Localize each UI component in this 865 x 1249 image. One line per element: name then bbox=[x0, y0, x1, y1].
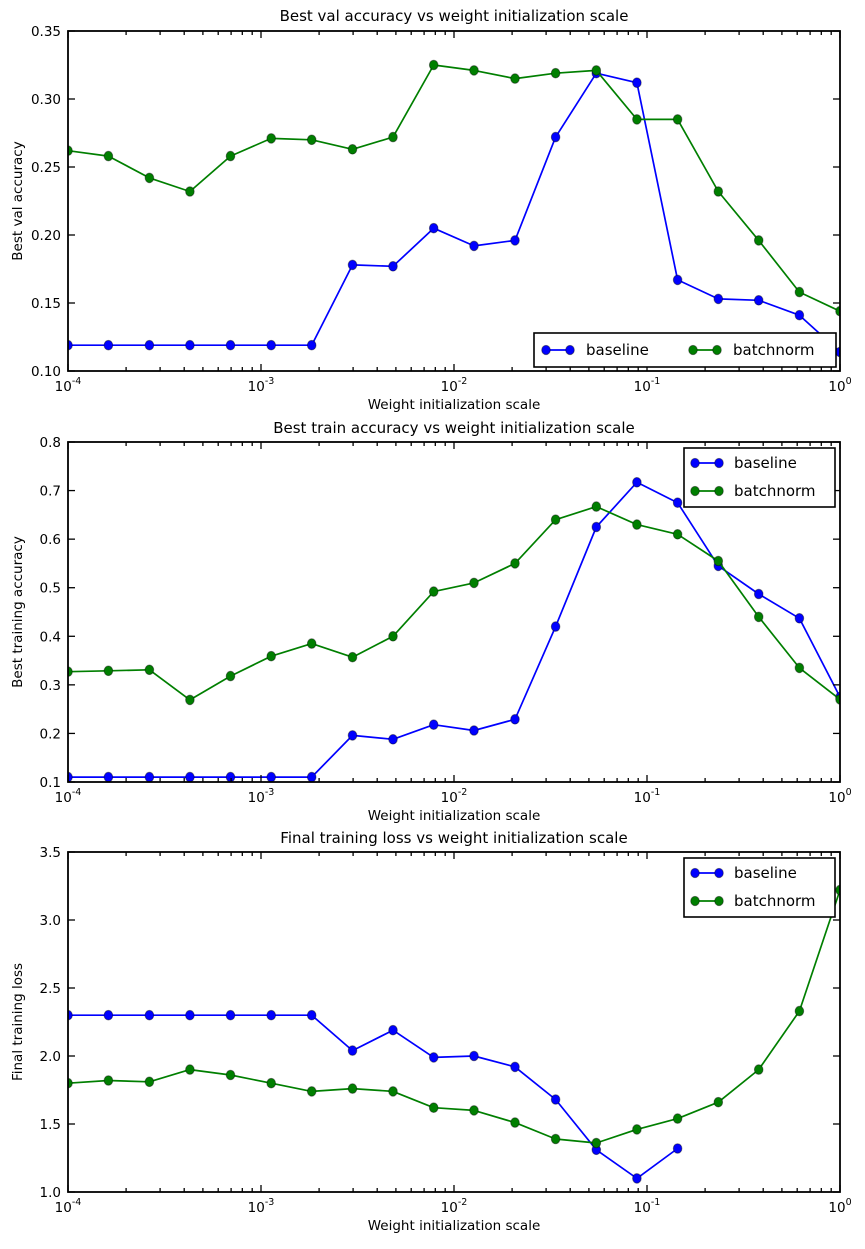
y-tick-label: 1.5 bbox=[39, 1117, 61, 1133]
baseline-marker bbox=[226, 1010, 235, 1020]
legend-sample-marker bbox=[715, 486, 724, 495]
baseline-marker bbox=[267, 340, 276, 350]
chart2-xlabel: Weight initialization scale bbox=[367, 808, 541, 824]
batchnorm-marker bbox=[511, 74, 520, 84]
y-tick-label: 0.20 bbox=[30, 228, 61, 244]
baseline-marker bbox=[145, 340, 154, 350]
text-layer bbox=[10, 7, 816, 1234]
baseline-marker bbox=[633, 1174, 642, 1184]
chart3-title: Final training loss vs weight initialization scale bbox=[280, 829, 628, 847]
batchnorm-marker bbox=[389, 132, 398, 142]
y-tick-label: 3.5 bbox=[39, 845, 61, 861]
batchnorm-marker bbox=[226, 1070, 235, 1080]
x-tick-label: $10^{-3}$ bbox=[247, 787, 275, 806]
x-tick-label: $10^{-4}$ bbox=[54, 1197, 82, 1216]
baseline-marker bbox=[145, 772, 154, 782]
baseline-marker bbox=[551, 1095, 560, 1105]
chart1-legend-label-baseline: baseline bbox=[586, 341, 649, 359]
y-tick-label: 3.0 bbox=[39, 913, 61, 929]
baseline-marker bbox=[470, 726, 479, 736]
x-tick-label: $10^{-3}$ bbox=[247, 376, 275, 395]
chart1-title: Best val accuracy vs weight initialization scale bbox=[279, 7, 629, 25]
baseline-marker bbox=[673, 275, 682, 285]
batchnorm-marker bbox=[592, 1138, 601, 1148]
x-tick-label: $10^{-2}$ bbox=[440, 787, 468, 806]
baseline-line bbox=[68, 1015, 678, 1178]
batchnorm-marker bbox=[633, 1125, 642, 1135]
x-tick-label: $10^0$ bbox=[828, 787, 852, 806]
baseline-marker bbox=[389, 735, 398, 745]
baseline-marker bbox=[389, 1025, 398, 1035]
x-tick-label: $10^{-3}$ bbox=[247, 1197, 275, 1216]
x-tick-label: $10^{-1}$ bbox=[633, 376, 661, 395]
batchnorm-marker bbox=[226, 671, 235, 681]
x-tick-label: $10^{-1}$ bbox=[633, 787, 661, 806]
batchnorm-marker bbox=[104, 666, 113, 676]
batchnorm-marker bbox=[673, 115, 682, 125]
batchnorm-marker bbox=[267, 1078, 276, 1088]
batchnorm-marker bbox=[145, 665, 154, 675]
batchnorm-marker bbox=[714, 1097, 723, 1107]
legend-sample-marker bbox=[691, 486, 700, 495]
y-tick-label: 0.7 bbox=[39, 483, 61, 500]
batchnorm-marker bbox=[186, 695, 195, 705]
batchnorm-marker bbox=[551, 1134, 560, 1144]
batchnorm-marker bbox=[633, 115, 642, 125]
batchnorm-marker bbox=[754, 1065, 763, 1075]
y-tick-label: 0.2 bbox=[39, 726, 61, 743]
batchnorm-marker bbox=[104, 1076, 113, 1086]
chart1-ylabel: Best val accuracy bbox=[10, 141, 26, 261]
y-tick-label: 0.30 bbox=[30, 92, 61, 108]
baseline-marker bbox=[673, 498, 682, 508]
baseline-marker bbox=[104, 340, 113, 350]
baseline-marker bbox=[754, 296, 763, 306]
baseline-marker bbox=[551, 132, 560, 142]
x-tick-label: $10^{-4}$ bbox=[54, 376, 82, 395]
batchnorm-marker bbox=[348, 1084, 357, 1094]
chart3-legend-label-batchnorm: batchnorm bbox=[734, 892, 816, 910]
batchnorm-marker bbox=[429, 60, 438, 70]
y-tick-label: 0.3 bbox=[39, 677, 61, 694]
batchnorm-marker bbox=[226, 151, 235, 161]
chart-best-train-accuracy bbox=[40, 435, 852, 806]
legend-sample-marker bbox=[691, 458, 700, 467]
baseline-marker bbox=[307, 1010, 316, 1020]
chart-best-val-accuracy bbox=[31, 24, 852, 395]
batchnorm-marker bbox=[511, 559, 520, 569]
baseline-marker bbox=[795, 614, 804, 624]
batchnorm-marker bbox=[551, 68, 560, 78]
batchnorm-line bbox=[68, 507, 840, 700]
batchnorm-marker bbox=[754, 612, 763, 622]
baseline-marker bbox=[186, 1010, 195, 1020]
baseline-marker bbox=[389, 262, 398, 272]
batchnorm-marker bbox=[795, 287, 804, 297]
baseline-marker bbox=[511, 236, 520, 246]
batchnorm-marker bbox=[307, 135, 316, 145]
baseline-marker bbox=[795, 310, 804, 320]
baseline-marker bbox=[348, 1046, 357, 1056]
y-tick-label: 0.15 bbox=[30, 296, 61, 312]
batchnorm-marker bbox=[186, 1065, 195, 1075]
legend-sample-marker bbox=[566, 345, 575, 354]
batchnorm-marker bbox=[348, 652, 357, 662]
chart3-ylabel: Final training loss bbox=[10, 962, 26, 1082]
y-tick-label: 0.8 bbox=[39, 435, 61, 451]
chart3-xlabel: Weight initialization scale bbox=[367, 1218, 541, 1234]
baseline-marker bbox=[104, 1010, 113, 1020]
baseline-marker bbox=[633, 78, 642, 88]
baseline-marker bbox=[511, 1062, 520, 1072]
baseline-marker bbox=[592, 522, 601, 532]
baseline-marker bbox=[754, 589, 763, 599]
batchnorm-marker bbox=[389, 1087, 398, 1097]
baseline-line bbox=[68, 73, 840, 352]
baseline-marker bbox=[226, 340, 235, 350]
batchnorm-marker bbox=[307, 1087, 316, 1097]
chart3-legend-label-baseline: baseline bbox=[734, 864, 797, 882]
legend-sample-marker bbox=[715, 868, 724, 877]
y-tick-label: 0.6 bbox=[39, 532, 61, 549]
batchnorm-marker bbox=[633, 520, 642, 530]
batchnorm-line bbox=[68, 65, 840, 311]
baseline-marker bbox=[145, 1010, 154, 1020]
chart1-xlabel: Weight initialization scale bbox=[367, 397, 541, 413]
batchnorm-marker bbox=[714, 556, 723, 566]
batchnorm-marker bbox=[673, 1114, 682, 1124]
baseline-marker bbox=[633, 478, 642, 488]
baseline-marker bbox=[429, 1053, 438, 1063]
baseline-marker bbox=[267, 772, 276, 782]
chart2-ylabel: Best training accuracy bbox=[10, 536, 26, 688]
batchnorm-marker bbox=[389, 632, 398, 642]
legend-sample-marker bbox=[542, 345, 551, 354]
baseline-marker bbox=[511, 715, 520, 725]
baseline-marker bbox=[470, 241, 479, 251]
batchnorm-marker bbox=[673, 530, 682, 540]
chart2-title: Best train accuracy vs weight initialization scale bbox=[273, 419, 635, 437]
batchnorm-marker bbox=[267, 134, 276, 144]
batchnorm-marker bbox=[795, 663, 804, 673]
legend-sample-marker bbox=[715, 458, 724, 467]
x-tick-label: $10^0$ bbox=[828, 1197, 852, 1216]
y-tick-label: 0.5 bbox=[39, 580, 61, 597]
x-tick-label: $10^{-4}$ bbox=[54, 787, 82, 806]
baseline-marker bbox=[551, 622, 560, 632]
y-tick-label: 0.25 bbox=[30, 160, 61, 176]
batchnorm-line bbox=[68, 890, 840, 1143]
y-tick-label: 1.0 bbox=[39, 1185, 61, 1201]
axes-frame bbox=[68, 31, 840, 371]
legend-sample-marker bbox=[689, 345, 698, 354]
batchnorm-marker bbox=[307, 639, 316, 649]
batchnorm-marker bbox=[795, 1006, 804, 1016]
y-tick-label: 2.5 bbox=[39, 981, 61, 997]
legend-sample-marker bbox=[691, 868, 700, 877]
baseline-marker bbox=[429, 223, 438, 233]
y-tick-label: 2.0 bbox=[39, 1049, 61, 1065]
y-tick-label: 0.4 bbox=[39, 629, 61, 646]
chart2-legend-label-baseline: baseline bbox=[734, 454, 797, 472]
baseline-marker bbox=[186, 772, 195, 782]
batchnorm-marker bbox=[714, 187, 723, 197]
x-tick-label: $10^{-2}$ bbox=[440, 1197, 468, 1216]
chart2-legend-label-batchnorm: batchnorm bbox=[734, 482, 816, 500]
x-tick-label: $10^{-1}$ bbox=[633, 1197, 661, 1216]
batchnorm-marker bbox=[470, 1106, 479, 1116]
baseline-marker bbox=[348, 731, 357, 741]
batchnorm-marker bbox=[592, 502, 601, 512]
y-tick-label: 0.10 bbox=[30, 364, 61, 380]
baseline-marker bbox=[186, 340, 195, 350]
series-group bbox=[64, 478, 845, 782]
batchnorm-marker bbox=[511, 1118, 520, 1128]
batchnorm-marker bbox=[348, 145, 357, 155]
batchnorm-marker bbox=[470, 578, 479, 588]
legend-sample-marker bbox=[713, 345, 722, 354]
baseline-marker bbox=[267, 1010, 276, 1020]
batchnorm-marker bbox=[429, 1103, 438, 1113]
baseline-marker bbox=[429, 720, 438, 730]
legend-sample-marker bbox=[691, 896, 700, 905]
batchnorm-marker bbox=[104, 151, 113, 161]
baseline-marker bbox=[104, 772, 113, 782]
baseline-marker bbox=[470, 1051, 479, 1061]
baseline-line bbox=[68, 482, 840, 777]
batchnorm-marker bbox=[145, 1077, 154, 1087]
legend-sample-marker bbox=[715, 896, 724, 905]
batchnorm-marker bbox=[186, 187, 195, 197]
y-tick-label: 0.1 bbox=[39, 775, 61, 791]
chart1-legend-label-batchnorm: batchnorm bbox=[733, 341, 815, 359]
batchnorm-marker bbox=[754, 236, 763, 246]
baseline-marker bbox=[348, 260, 357, 270]
batchnorm-marker bbox=[429, 587, 438, 597]
y-tick-label: 0.35 bbox=[30, 24, 61, 40]
batchnorm-marker bbox=[592, 66, 601, 76]
batchnorm-marker bbox=[470, 66, 479, 76]
batchnorm-marker bbox=[145, 173, 154, 183]
series-group bbox=[64, 885, 845, 1183]
batchnorm-marker bbox=[551, 515, 560, 525]
baseline-marker bbox=[307, 340, 316, 350]
series-group bbox=[64, 60, 845, 357]
x-tick-label: $10^{-2}$ bbox=[440, 376, 468, 395]
baseline-marker bbox=[714, 294, 723, 304]
batchnorm-marker bbox=[267, 651, 276, 661]
baseline-marker bbox=[307, 772, 316, 782]
x-tick-label: $10^0$ bbox=[828, 376, 852, 395]
chart-final-training-loss bbox=[40, 845, 852, 1216]
baseline-marker bbox=[673, 1144, 682, 1154]
